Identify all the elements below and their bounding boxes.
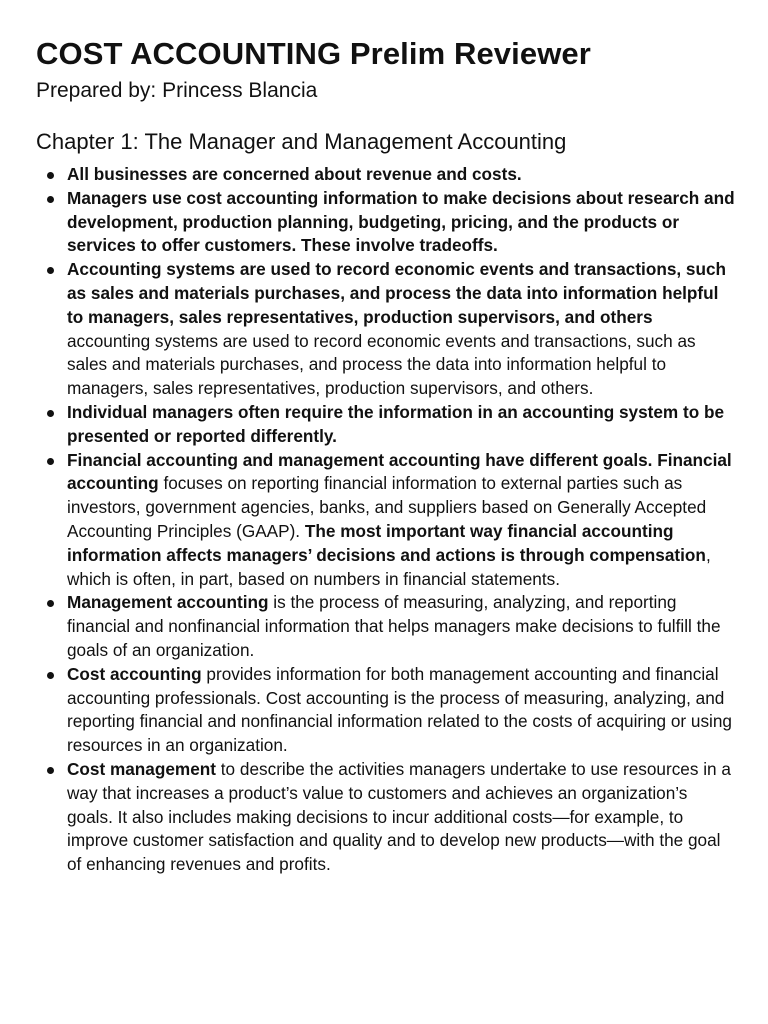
bullet-icon (47, 458, 54, 465)
list-item (36, 591, 736, 662)
list-item (36, 449, 736, 592)
bullet-icon (47, 267, 54, 274)
bullet-icon (47, 672, 54, 679)
bold-text: Cost management (67, 758, 216, 779)
bold-text: Managers use cost accounting information to make decisions about research and development, production planning, budgeting, pricing, and the products or services to offer customers. These involve tradeoffs. (67, 187, 735, 256)
list-item (36, 663, 736, 758)
list-item (36, 163, 736, 187)
list-item (36, 758, 736, 877)
body-text: accounting systems are used to record economic events and transactions, such as sales and materials purchases, and process the data into information helpful to managers, sales representatives, production supervisors, and others. (67, 330, 696, 399)
list-item (36, 401, 736, 449)
body-text: is the process of measuring, analyzing, and reporting financial and nonfinancial information that helps managers make decisions to fulfill the goals of an organization. (67, 592, 721, 660)
bold-text: Financial accounting and management accounting have different goals. Financial accounting (67, 449, 732, 494)
list-item (36, 258, 736, 401)
bullet-icon (47, 767, 54, 774)
bold-text: Individual managers often require the information in an accounting system to be presented or reported differently. (67, 401, 725, 446)
body-text: to describe the activities managers undertake to use resources in a way that increases a product’s value to customers and achieves an organization’s goals. It also includes making decisions to incur additional costs—for example, to improve customer satisfaction and quality and to develop new products—with the goal of enhancing revenues and profits. (67, 758, 731, 875)
list-item (36, 187, 736, 258)
bold-text: Management accounting (67, 592, 269, 613)
body-text: , which is often, in part, based on numbers in financial statements. (67, 544, 711, 589)
bold-text: The most important way financial accounting information affects managers’ decisions and actions is through compensation (67, 520, 706, 565)
bullet-icon (47, 600, 54, 607)
document-subtitle: Prepared by: Princess Blancia (36, 79, 318, 102)
chapter-heading: Chapter 1: The Manager and Management Accounting (36, 129, 567, 154)
bullet-icon (47, 410, 54, 417)
bold-text: Cost accounting (67, 663, 202, 684)
bold-text: All businesses are concerned about revenue and costs. (67, 164, 522, 184)
document-title: COST ACCOUNTING Prelim Reviewer (36, 36, 591, 71)
bullet-list (36, 163, 736, 877)
body-text: focuses on reporting financial information to external parties such as investors, government agencies, banks, and suppliers based on Generally Accepted Accounting Principles (GAAP). (67, 473, 707, 541)
body-text: provides information for both management accounting and financial accounting professionals. Cost accounting is the process of measuring, analyzing, and reporting financial and nonfinancial information related to the costs of acquiring or using resources in an organization. (67, 663, 732, 756)
bullet-icon (47, 196, 54, 203)
bullet-icon (47, 172, 54, 179)
bold-text: Accounting systems are used to record economic events and transactions, such as sales and materials purchases, and process the data into information helpful to managers, sales representatives, production supervisors, and others (67, 259, 727, 327)
document-page (36, 34, 736, 877)
